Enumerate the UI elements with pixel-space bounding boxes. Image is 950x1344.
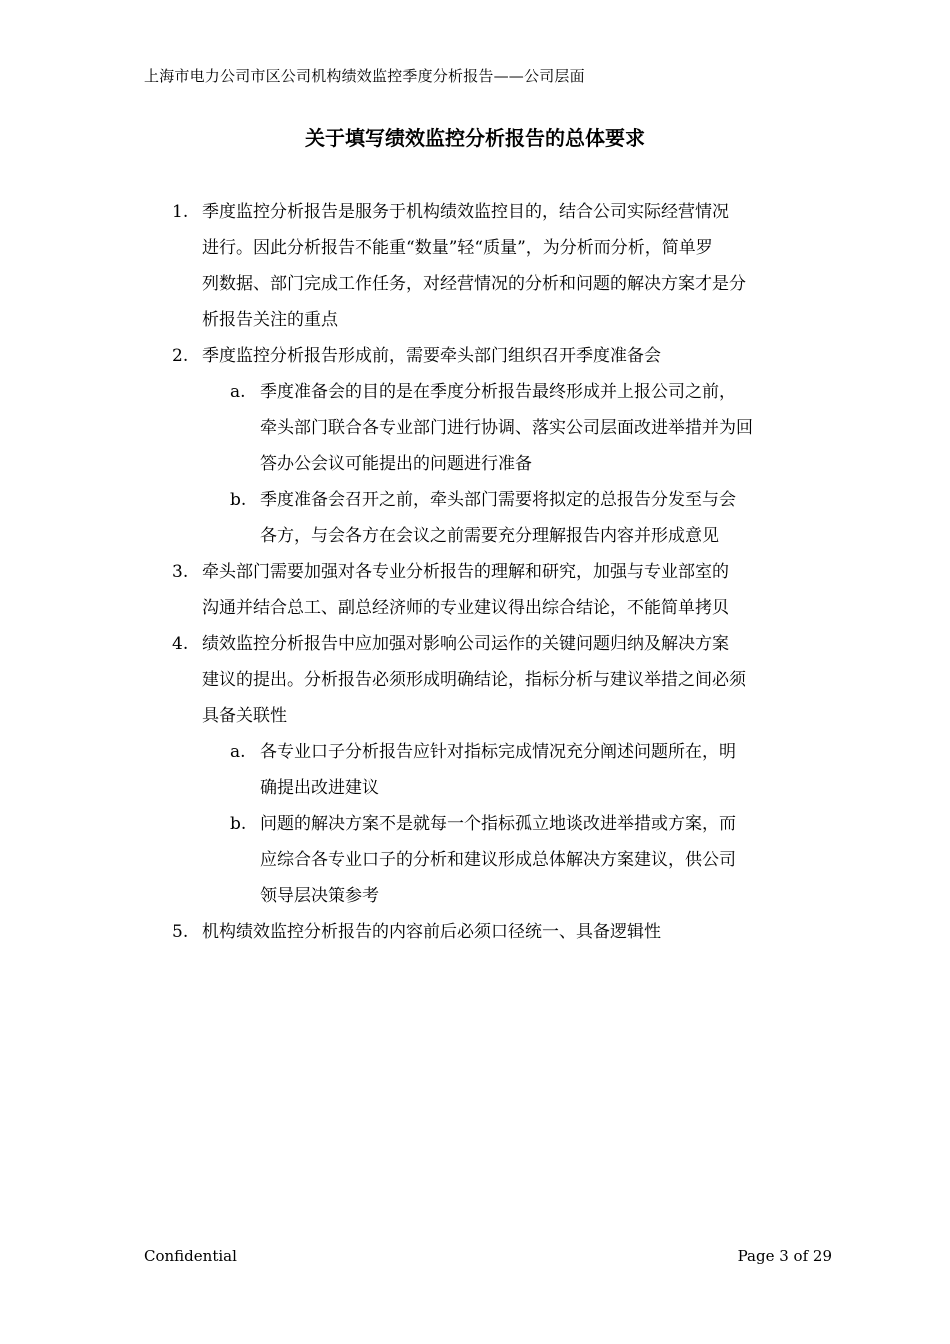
- list-item-5: [0, 914, 950, 950]
- list-item-4a: [0, 734, 950, 806]
- list-item-marker: 2.: [172, 346, 189, 366]
- sub-item-marker: a.: [230, 382, 246, 402]
- list-item-marker: 1.: [172, 202, 189, 222]
- sub-item-marker: b.: [230, 490, 247, 510]
- list-item-text: 牵头部门需要加强对各专业分析报告的理解和研究，加强与专业部室的 沟通并结合总工、副总经济师的专业建议得出综合结论，不能简单拷贝: [202, 562, 729, 618]
- list-item-2b: [0, 482, 950, 554]
- sub-item-text: 季度准备会召开之前，牵头部门需要将拟定的总报告分发至与会 各方，与会各方在会议之前需要充分理解报告内容并形成意见: [260, 490, 736, 546]
- list-item-marker: 3.: [172, 562, 189, 582]
- sub-item-marker: b.: [230, 814, 247, 834]
- page-header: 上海市电力公司市区公司机构绩效监控季度分析报告——公司层面: [144, 67, 585, 85]
- list-item-text: 机构绩效监控分析报告的内容前后必须口径统一、具备逻辑性: [202, 922, 661, 942]
- list-item-1: [0, 194, 950, 338]
- sub-item-text: 季度准备会的目的是在季度分析报告最终形成并上报公司之前， 牵头部门联合各专业部门进行协调、落实公司层面改进举措并为回 答办公会议可能提出的问题进行准备: [260, 382, 753, 474]
- list-item-text: 季度监控分析报告形成前，需要牵头部门组织召开季度准备会: [202, 346, 661, 366]
- list-item-4b: [0, 806, 950, 914]
- footer-page-number: Page 3 of 29: [737, 1247, 832, 1265]
- footer-confidential: Confidential: [144, 1247, 237, 1265]
- list-item-text: 季度监控分析报告是服务于机构绩效监控目的，结合公司实际经营情况 进行。因此分析报告不能重“数量”轻“质量”，为分析而分析，简单罗 列数据、部门完成工作任务，对经营情况的分析和问题的解决方案才是分 析报告关注的重点: [202, 202, 746, 330]
- sub-item-text: 问题的解决方案不是就每一个指标孤立地谈改进举措或方案，而 应综合各专业口子的分析和建议形成总体解决方案建议，供公司 领导层决策参考: [260, 814, 736, 906]
- list-item-2a: [0, 374, 950, 482]
- list-item-4: [0, 626, 950, 734]
- list-item-3: [0, 554, 950, 626]
- list-item-2: [0, 338, 950, 374]
- sub-item-marker: a.: [230, 742, 246, 762]
- list-item-marker: 4.: [172, 634, 189, 654]
- page-title: 关于填写绩效监控分析报告的总体要求: [305, 126, 645, 150]
- list-item-text: 绩效监控分析报告中应加强对影响公司运作的关键问题归纳及解决方案 建议的提出。分析报告必须形成明确结论，指标分析与建议举措之间必须 具备关联性: [202, 634, 746, 726]
- list-item-marker: 5.: [172, 922, 189, 942]
- sub-item-text: 各专业口子分析报告应针对指标完成情况充分阐述问题所在，明 确提出改进建议: [260, 742, 736, 798]
- requirements-list: [0, 194, 950, 950]
